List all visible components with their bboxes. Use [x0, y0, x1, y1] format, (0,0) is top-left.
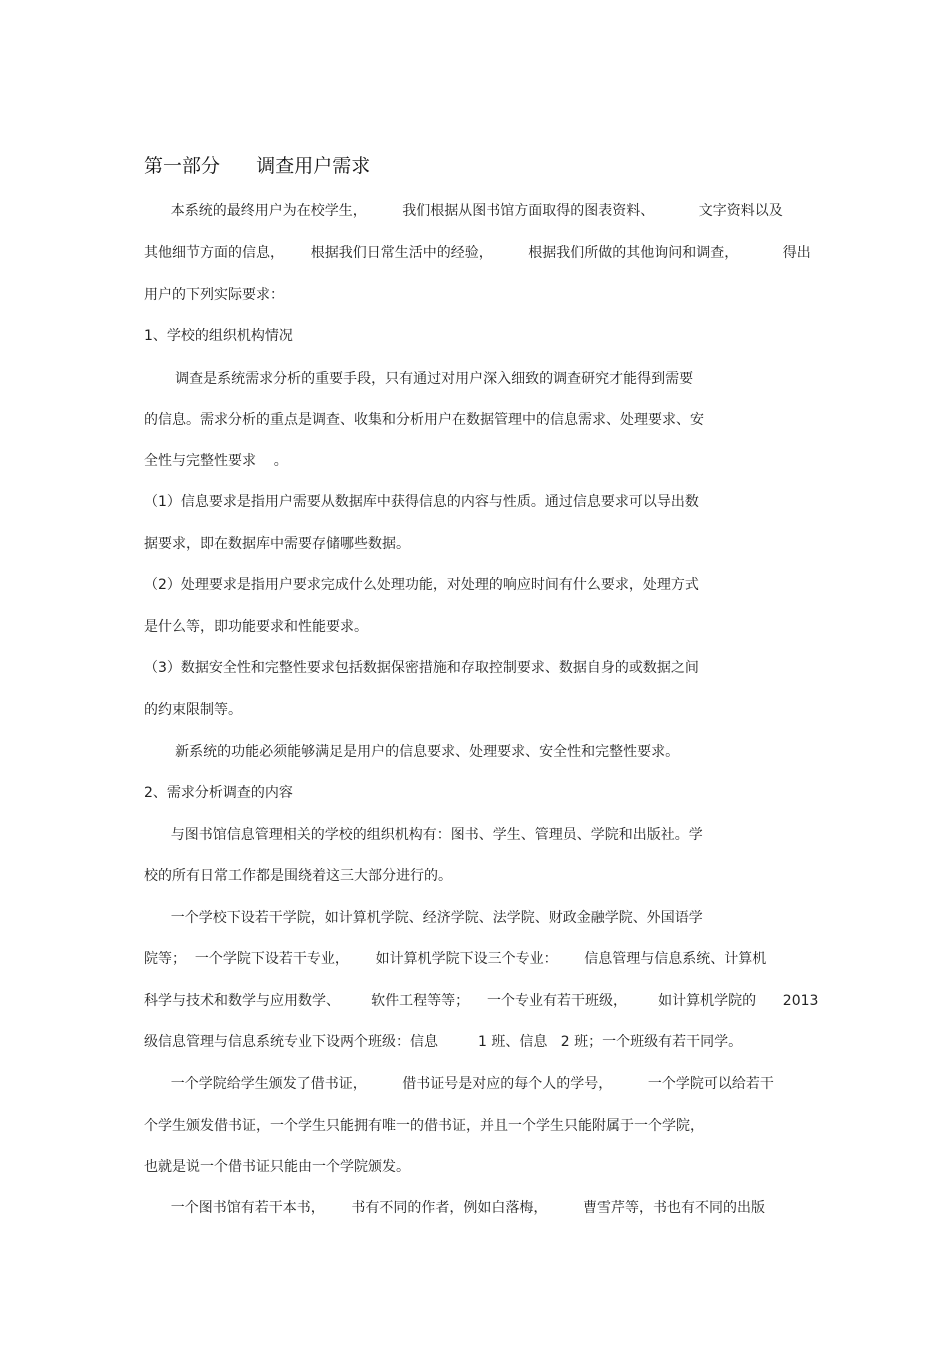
paragraph-line: 一个学校下设若干学院，如计算机学院、经济学院、法学院、财政金融学院、外国语学	[144, 910, 703, 926]
paragraph-line: 用户的下列实际要求：	[144, 287, 284, 303]
paragraph-line: 其他细节方面的信息， 根据我们日常生活中的经验， 根据我们所做的其他询问和调查， 得出	[144, 245, 811, 261]
paragraph-line: 科学与技术和数学与应用数学、 软件工程等等； 一个专业有若干班级， 如计算机学院的 2013	[144, 993, 819, 1009]
paragraph-line: 本系统的最终用户为在校学生， 我们根据从图书馆方面取得的图表资料、 文字资料以及	[144, 203, 783, 219]
paragraph-line: 一个学院给学生颁发了借书证， 借书证号是对应的每个人的学号， 一个学院可以给若干	[144, 1076, 774, 1092]
section-title: 第一部分 调查用户需求	[144, 155, 371, 177]
paragraph-line: 全性与完整性要求 。	[144, 453, 288, 469]
paragraph-line: 新系统的功能必须能够满足是用户的信息要求、处理要求、安全性和完整性要求。	[144, 744, 680, 760]
paragraph-line: 也就是说一个借书证只能由一个学院颁发。	[144, 1159, 410, 1175]
paragraph-line: 一个图书馆有若干本书， 书有不同的作者，例如白落梅， 曹雪芹等，书也有不同的出版	[144, 1200, 766, 1216]
paragraph-line: （2）处理要求是指用户要求完成什么处理功能，对处理的响应时间有什么要求，处理方式	[144, 577, 699, 593]
paragraph-line: 是什么等，即功能要求和性能要求。	[144, 619, 368, 635]
paragraph-line: 的约束限制等。	[144, 702, 242, 718]
paragraph-line: 个学生颁发借书证，一个学生只能拥有唯一的借书证，并且一个学生只能附属于一个学院，	[144, 1118, 704, 1134]
paragraph-line: 院等； 一个学院下设若干专业， 如计算机学院下设三个专业： 信息管理与信息系统、计算机	[144, 951, 767, 967]
section-heading: 2、需求分析调查的内容	[144, 785, 293, 801]
paragraph-line: （3）数据安全性和完整性要求包括数据保密措施和存取控制要求、数据自身的或数据之间	[144, 660, 699, 676]
paragraph-line: 调查是系统需求分析的重要手段，只有通过对用户深入细致的调查研究才能得到需要	[144, 371, 694, 387]
paragraph-line: （1）信息要求是指用户需要从数据库中获得信息的内容与性质。通过信息要求可以导出数	[144, 494, 699, 510]
paragraph-line: 据要求，即在数据库中需要存储哪些数据。	[144, 536, 410, 552]
paragraph-line: 校的所有日常工作都是围绕着这三大部分进行的。	[144, 868, 452, 884]
paragraph-line: 的信息。需求分析的重点是调查、收集和分析用户在数据管理中的信息需求、处理要求、安	[144, 412, 704, 428]
paragraph-line: 与图书馆信息管理相关的学校的组织机构有：图书、学生、管理员、学院和出版社。学	[144, 827, 703, 843]
section-heading: 1、学校的组织机构情况	[144, 328, 293, 344]
paragraph-line: 级信息管理与信息系统专业下设两个班级：信息 1 班、信息 2 班；一个班级有若干同学。	[144, 1034, 743, 1050]
